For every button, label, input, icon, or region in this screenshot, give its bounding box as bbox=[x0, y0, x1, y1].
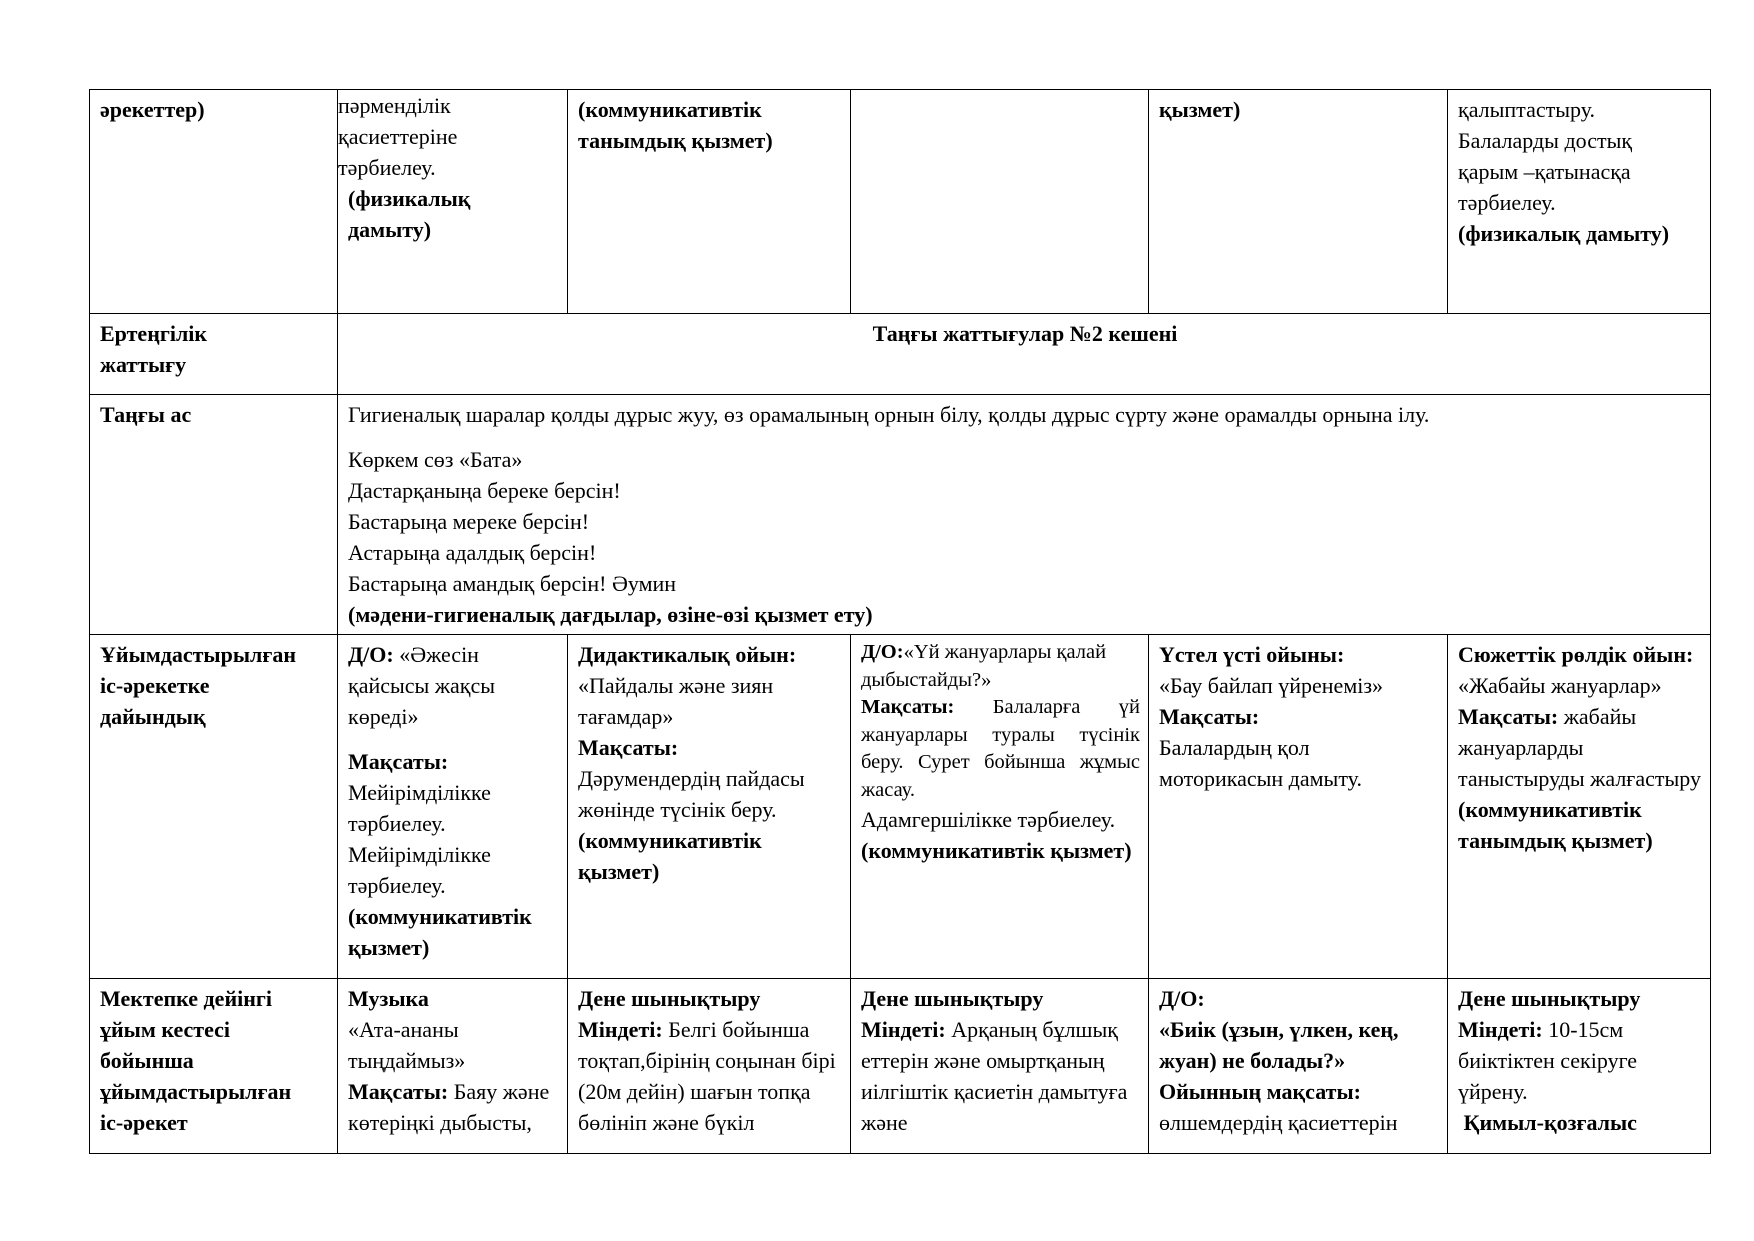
row5-cell-2 bbox=[338, 979, 568, 1154]
row1-cell-6 bbox=[1448, 90, 1711, 314]
table-row bbox=[90, 635, 1711, 979]
goal-text: Мейірімділікке тәрбиелеу. Мейірімділікке тәрбиелеу. bbox=[348, 780, 491, 898]
task-text bbox=[1458, 1014, 1702, 1107]
cell-area: (коммуникативтік bbox=[578, 97, 762, 122]
goal-label: Мақсаты: bbox=[1458, 704, 1559, 729]
row4-cell-2 bbox=[338, 635, 568, 979]
activity-extra: Қимыл-қозғалыс bbox=[1458, 1110, 1637, 1135]
game-name: «Жабайы жануарлар» bbox=[1458, 673, 1662, 698]
task-text bbox=[861, 1014, 1140, 1138]
row5-label-cell bbox=[90, 979, 338, 1154]
activity-title: Дене шынықтыру bbox=[1458, 986, 1641, 1011]
task-label: Міндеті: bbox=[861, 1017, 946, 1042]
goal-text: өлшемдердің қасиеттерін bbox=[1159, 1110, 1398, 1135]
poem-line: Астарыңа адалдық берсін! bbox=[348, 540, 597, 565]
goal-label: Мақсаты: bbox=[861, 696, 955, 718]
row1-cell-4 bbox=[851, 90, 1149, 314]
poem-line: Көркем сөз «Бата» bbox=[348, 447, 523, 472]
goal-text-main: Балаларға үй жануарлары туралы түсінік беру. Сурет бойынша жұмыс жасау. bbox=[861, 696, 1140, 801]
task-text-main: 10-15см биіктіктен секіруге үйрену. bbox=[1458, 1017, 1638, 1104]
task-text-main: Арқаның бұлшық еттерін және омыртқаның иілгіштік қасиетін дамытуға және bbox=[861, 1017, 1128, 1135]
row5-label: іс-әрекет bbox=[100, 1110, 188, 1135]
row4-label: іс-әрекетке bbox=[100, 673, 210, 698]
cell-area: дамыту) bbox=[348, 217, 432, 242]
game-name: «Үй жануарлары қалай дыбыстайды?» bbox=[861, 641, 1107, 691]
poem-line: Бастарыңа амандық берсін! Әумин bbox=[348, 571, 677, 596]
goal-text-main: Дәрумендердің пайдасы жөнінде түсінік беру. bbox=[578, 766, 805, 822]
goal-label: Мақсаты: bbox=[578, 735, 679, 760]
row3-label-cell bbox=[90, 395, 338, 635]
cell-area: (коммуникативтік қызмет) bbox=[578, 828, 762, 884]
goal-text bbox=[348, 1076, 559, 1138]
cell-area: қызмет) bbox=[1159, 97, 1241, 122]
row4-label-cell bbox=[90, 635, 338, 979]
game-name: «Пайдалы және зиян тағамдар» bbox=[578, 673, 774, 729]
row2-label: жаттығу bbox=[100, 352, 187, 377]
row5-cell-6 bbox=[1448, 979, 1711, 1154]
cell-area: (коммуникативтік танымдық қызмет) bbox=[1458, 797, 1653, 853]
game-name: «Әжесін қайсысы жақсы көреді» bbox=[348, 642, 496, 729]
row5-label: ұйым кестесі bbox=[100, 1017, 230, 1042]
row3-label: Таңғы ас bbox=[100, 402, 192, 427]
cell-area: (коммуникативтік қызмет) bbox=[861, 838, 1132, 863]
row5-label: Мектепке дейінгі bbox=[100, 986, 273, 1011]
row1-cell-3 bbox=[568, 90, 851, 314]
game-type: Дидактикалық ойын: bbox=[578, 642, 797, 667]
task-label: Міндеті: bbox=[578, 1017, 663, 1042]
row1-cell-5 bbox=[1149, 90, 1448, 314]
table-row bbox=[90, 314, 1711, 395]
row3-content-cell bbox=[338, 395, 1711, 635]
activity-title: Дене шынықтыру bbox=[578, 986, 761, 1011]
game-name: «Бау байлап үйренеміз» bbox=[1159, 673, 1384, 698]
row4-cell-3 bbox=[568, 635, 851, 979]
game-type: Д/О: bbox=[348, 642, 394, 667]
goal-label: Ойынның мақсаты: bbox=[1159, 1079, 1361, 1104]
table-row bbox=[90, 90, 1711, 314]
row5-cell-4 bbox=[851, 979, 1149, 1154]
cell-text: пәрменділік bbox=[338, 93, 451, 118]
row2-label: Ертеңгілік bbox=[100, 321, 208, 346]
activity-sub: «Ата-ананы тыңдаймыз» bbox=[348, 1017, 466, 1073]
goal-text bbox=[578, 763, 842, 887]
poem-line: Бастарыңа мереке берсін! bbox=[348, 509, 590, 534]
row2-label-cell bbox=[90, 314, 338, 395]
row5-label: ұйымдастырылған bbox=[100, 1079, 292, 1104]
cell-area: (физикалық bbox=[348, 186, 471, 211]
goal-text-main: Баяу және көтеріңкі дыбысты, bbox=[348, 1079, 550, 1135]
cell-area: танымдық қызмет) bbox=[578, 128, 773, 153]
row4-label: Ұйымдастырылған bbox=[100, 642, 297, 667]
activity-sub: «Биік (ұзын, үлкен, кең, жуан) не болады?» bbox=[1159, 1017, 1399, 1073]
goal-text bbox=[1458, 701, 1702, 794]
row1-label: әрекеттер) bbox=[100, 97, 205, 122]
plan-table bbox=[89, 89, 1711, 1154]
cell-text: қасиеттеріне bbox=[338, 124, 458, 149]
activity-title: Дене шынықтыру bbox=[861, 986, 1044, 1011]
goal-label: Мақсаты: bbox=[1159, 704, 1260, 729]
hygiene-text: Гигиеналық шаралар қолды дұрыс жуу, өз орамалының орнын білу, қолды дұрыс сүрту және орамалды орнына ілу. bbox=[348, 402, 1430, 427]
row1-cell-2 bbox=[338, 90, 568, 314]
goal-text: Балалардың қол моторикасын дамыту. bbox=[1159, 735, 1362, 791]
activity-title: Д/О: bbox=[1159, 986, 1205, 1011]
row1-label-cell bbox=[90, 90, 338, 314]
poem-line: Дастарқаныңа береке берсін! bbox=[348, 478, 621, 503]
row4-cell-4 bbox=[851, 635, 1149, 979]
goal-label: Мақсаты: bbox=[348, 1079, 449, 1104]
game-type: Сюжеттік рөлдік ойын: bbox=[1458, 642, 1694, 667]
game-title bbox=[348, 639, 559, 732]
cell-text: тәрбиелеу. bbox=[338, 155, 436, 180]
row4-cell-5 bbox=[1149, 635, 1448, 979]
task-text bbox=[578, 1014, 842, 1138]
table-row bbox=[90, 979, 1711, 1154]
row5-cell-5 bbox=[1149, 979, 1448, 1154]
goal-text bbox=[861, 694, 1140, 804]
goal-text-main: жабайы жануарларды таныстыруды жалғастыру bbox=[1458, 704, 1701, 791]
cell-text: қалыптастыру. bbox=[1458, 97, 1595, 122]
row4-label: дайындық bbox=[100, 704, 206, 729]
cell-area: (физикалық дамыту) bbox=[1458, 221, 1670, 246]
skills-text: (мәдени-гигиеналық дағдылар, өзіне-өзі қызмет ету) bbox=[348, 602, 873, 627]
game-type: Үстел үсті ойыны: bbox=[1159, 642, 1345, 667]
row5-label: бойынша bbox=[100, 1048, 194, 1073]
game-type: Д/О: bbox=[861, 641, 904, 663]
row5-cell-3 bbox=[568, 979, 851, 1154]
row2-content-cell bbox=[338, 314, 1711, 395]
row4-cell-6 bbox=[1448, 635, 1711, 979]
task-text-main: Белгі бойынша тоқтап,бірінің соңынан бірі (20м дейін) шағын топқа бөлініп және бүкіл bbox=[578, 1017, 836, 1135]
cell-text: тәрбиелеу. bbox=[1458, 190, 1556, 215]
task-label: Міндеті: bbox=[1458, 1017, 1543, 1042]
exercise-title: Таңғы жаттығулар №2 кешені bbox=[872, 321, 1178, 346]
goal-label: Мақсаты: bbox=[348, 749, 449, 774]
cell-text: Балаларды достық bbox=[1458, 128, 1633, 153]
goal-text: Адамгершілікке тәрбиелеу. bbox=[861, 807, 1116, 832]
table-row bbox=[90, 395, 1711, 635]
cell-area: (коммуникативтік қызмет) bbox=[348, 904, 532, 960]
game-title bbox=[861, 639, 1140, 694]
cell-text: қарым –қатынасқа bbox=[1458, 159, 1631, 184]
activity-title: Музыка bbox=[348, 986, 429, 1011]
